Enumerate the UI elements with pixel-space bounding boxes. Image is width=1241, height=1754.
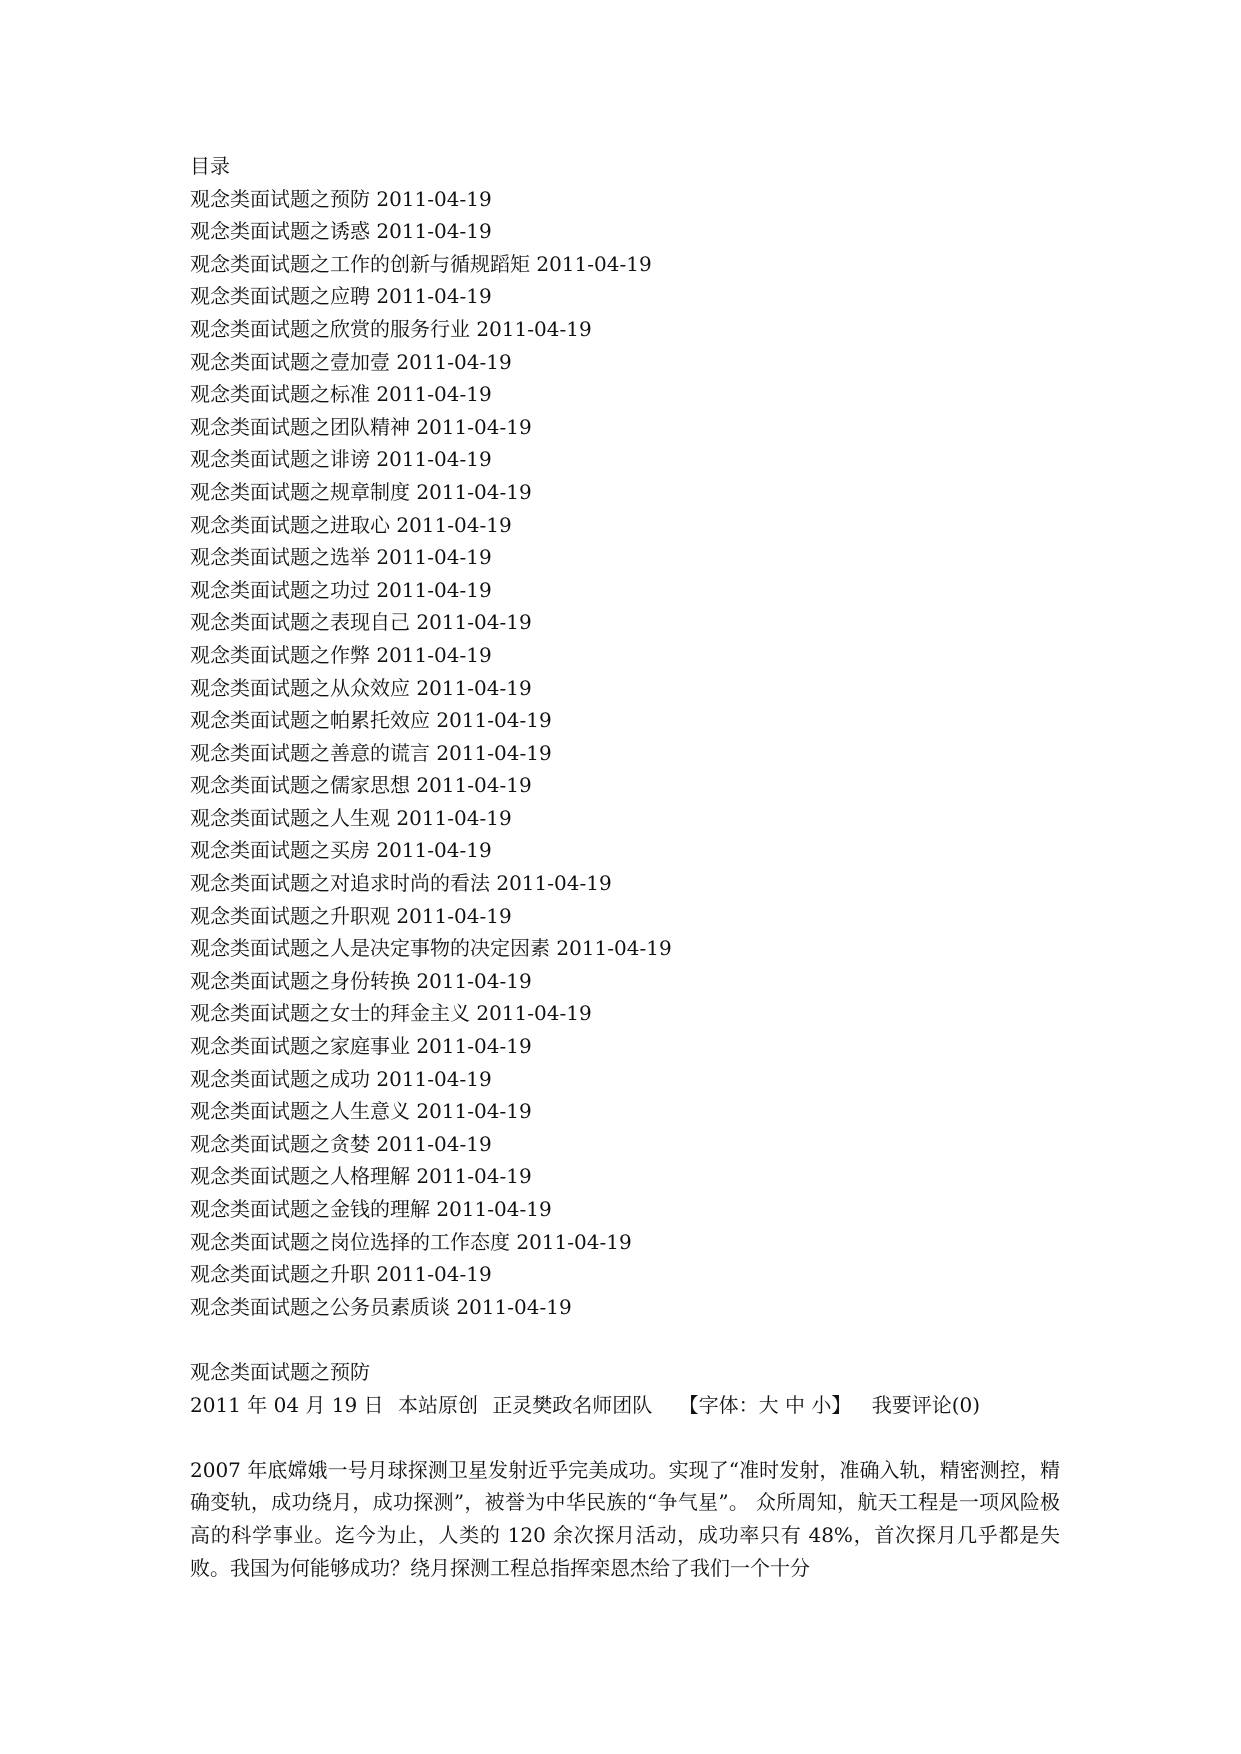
font-size-selector[interactable]: 【字体：大 中 小】 xyxy=(678,1392,852,1417)
toc-item[interactable]: 观念类面试题之贪婪 2011-04-19 xyxy=(190,1131,492,1156)
article-body: 2007 年底嫦娥一号月球探测卫星发射近乎完美成功。实现了“准时发射，准确入轨，精密测控，精确变轨，成功绕月，成功探测”，被誉为中华民族的“争气星”。 众所周知，航天工程是一项风险极高的科学事业。迄今为止，人类的 120 余次探月活动，成功率只有 48%，首次探月几乎都是失败。我国为何能够成功？绕月探测工程总指挥栾恩杰给了我们一个十分 xyxy=(190,1457,1060,1580)
toc-item[interactable]: 观念类面试题之诱惑 2011-04-19 xyxy=(190,219,492,244)
toc-item[interactable]: 观念类面试题之善意的谎言 2011-04-19 xyxy=(190,740,552,765)
toc-item[interactable]: 观念类面试题之人是决定事物的决定因素 2011-04-19 xyxy=(190,936,672,961)
toc-item[interactable]: 观念类面试题之标准 2011-04-19 xyxy=(190,382,492,407)
toc-item[interactable]: 观念类面试题之升职观 2011-04-19 xyxy=(190,903,512,928)
article-source: 本站原创 xyxy=(397,1392,478,1417)
section-spacer xyxy=(190,1421,1060,1454)
document-page xyxy=(190,150,1060,1584)
toc-item[interactable]: 观念类面试题之规章制度 2011-04-19 xyxy=(190,479,532,504)
toc-item[interactable]: 观念类面试题之应聘 2011-04-19 xyxy=(190,284,492,309)
article-date: 2011 年 04 月 19 日 xyxy=(190,1392,384,1417)
toc-heading: 目录 xyxy=(190,154,230,178)
toc-item[interactable]: 观念类面试题之进取心 2011-04-19 xyxy=(190,512,512,537)
toc-item[interactable]: 观念类面试题之人生意义 2011-04-19 xyxy=(190,1099,532,1124)
toc-item[interactable]: 观念类面试题之公务员素质谈 2011-04-19 xyxy=(190,1294,572,1319)
toc-item[interactable]: 观念类面试题之工作的创新与循规蹈矩 2011-04-19 xyxy=(190,251,652,276)
toc-item[interactable]: 观念类面试题之预防 2011-04-19 xyxy=(190,186,492,211)
toc-item[interactable]: 观念类面试题之从众效应 2011-04-19 xyxy=(190,675,532,700)
toc-item[interactable]: 观念类面试题之成功 2011-04-19 xyxy=(190,1066,492,1091)
toc-item[interactable]: 观念类面试题之岗位选择的工作态度 2011-04-19 xyxy=(190,1229,632,1254)
toc-item[interactable]: 观念类面试题之金钱的理解 2011-04-19 xyxy=(190,1197,552,1221)
toc-item[interactable]: 观念类面试题之对追求时尚的看法 2011-04-19 xyxy=(190,871,612,896)
article-author: 正灵樊政名师团队 xyxy=(492,1392,653,1417)
toc-item[interactable]: 观念类面试题之功过 2011-04-19 xyxy=(190,577,492,602)
toc-item[interactable]: 观念类面试题之家庭事业 2011-04-19 xyxy=(190,1034,532,1059)
comment-link[interactable]: 我要评论(0) xyxy=(871,1392,981,1417)
toc-item[interactable]: 观念类面试题之身份转换 2011-04-19 xyxy=(190,968,532,993)
toc-item[interactable]: 观念类面试题之升职 2011-04-19 xyxy=(190,1262,492,1287)
toc-item[interactable]: 观念类面试题之欣赏的服务行业 2011-04-19 xyxy=(190,316,592,341)
toc-item[interactable]: 观念类面试题之买房 2011-04-19 xyxy=(190,838,492,863)
toc-item[interactable]: 观念类面试题之女士的拜金主义 2011-04-19 xyxy=(190,1001,592,1026)
toc-item[interactable]: 观念类面试题之人格理解 2011-04-19 xyxy=(190,1164,532,1189)
toc-list xyxy=(190,183,1060,1324)
article-meta xyxy=(190,1389,1060,1422)
toc-item[interactable]: 观念类面试题之帕累托效应 2011-04-19 xyxy=(190,708,552,733)
toc-item[interactable]: 观念类面试题之儒家思想 2011-04-19 xyxy=(190,773,532,798)
article-title: 观念类面试题之预防 xyxy=(190,1359,370,1384)
toc-item[interactable]: 观念类面试题之表现自己 2011-04-19 xyxy=(190,610,532,635)
toc-item[interactable]: 观念类面试题之诽谤 2011-04-19 xyxy=(190,447,492,472)
toc-item[interactable]: 观念类面试题之作弊 2011-04-19 xyxy=(190,642,492,667)
toc-item[interactable]: 观念类面试题之壹加壹 2011-04-19 xyxy=(190,349,512,374)
toc-item[interactable]: 观念类面试题之选举 2011-04-19 xyxy=(190,545,492,570)
toc-item[interactable]: 观念类面试题之团队精神 2011-04-19 xyxy=(190,414,532,439)
toc-item[interactable]: 观念类面试题之人生观 2011-04-19 xyxy=(190,805,512,830)
section-spacer xyxy=(190,1323,1060,1356)
